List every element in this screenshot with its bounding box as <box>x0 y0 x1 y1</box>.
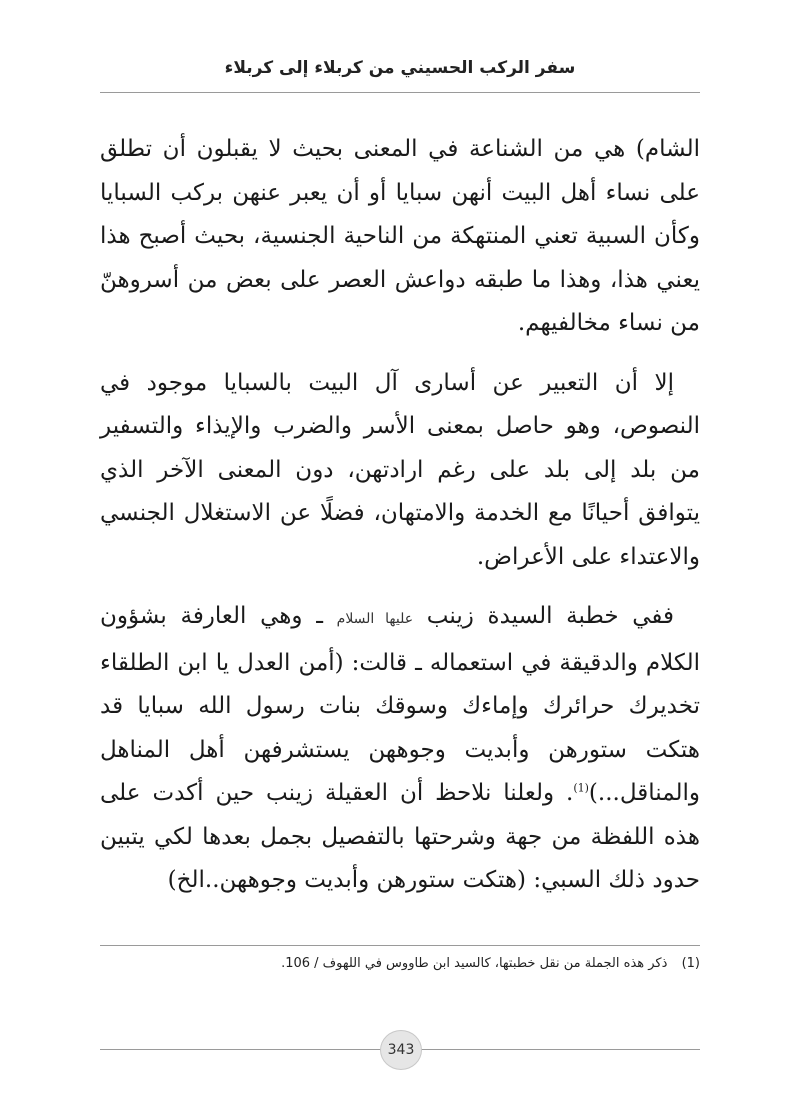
paragraph-3 <box>100 595 700 903</box>
header-divider <box>100 92 700 93</box>
main-text <box>100 128 700 919</box>
paragraph-3-part-3: . ولعلنا نلاحظ أن العقيلة زينب حين أكدت على هذه اللفظة من جهة وشرحتها بالتفصيل بجمل بعدها لكي يتبين حدود ذلك السبي: (هتكت ستورهن وأبديت وجوههن..الخ) <box>100 780 700 893</box>
honorific-symbol: عليها السلام <box>336 611 414 627</box>
paragraph-1: الشام) هي من الشناعة في المعنى بحيث لا يقبلون أن تطلق على نساء أهل البيت أنهن سبايا أو أن يعبر عنهن بركب السبايا وكأن السبية تعني المنتهكة من الناحية الجنسية، بحيث أصبح هذا يعني هذا، وهذا ما طبقه دواعش العصر على بعض من أسروهنّ من نساء مخالفيهم. <box>100 136 700 336</box>
footnote-reference[interactable]: (1) <box>573 781 589 795</box>
footnote-number: (1) <box>681 956 700 971</box>
footnote-divider <box>100 945 700 946</box>
page-number: 343 <box>380 1030 422 1070</box>
footnote-text: ذكر هذه الجملة من نقل خطبتها، كالسيد ابن طاووس في اللهوف / 106. <box>281 956 668 971</box>
footnote <box>100 956 700 971</box>
paragraph-3-part-1: ففي خطبة السيدة زينب <box>426 603 675 629</box>
running-header: سفر الركب الحسيني من كربلاء إلى كربلاء <box>224 58 576 78</box>
paragraph-2: إلا أن التعبير عن أسارى آل البيت بالسبايا موجود في النصوص، وهو حاصل بمعنى الأسر والضرب والإيذاء والتسفير من بلد إلى بلد على رغم ارادتهن، دون المعنى الآخر الذي يتوافق أحيانًا مع الخدمة والامتهان، فضلًا عن الاستغلال الجنسي والاعتداء على الأعراض. <box>100 369 700 570</box>
paragraph-3-part-2: ـ وهي العارفة بشؤون الكلام والدقيقة في استعماله ـ قالت: (أمن العدل يا ابن الطلقاء تخديرك حرائرك وإماءك وسوقك بنات رسول الله سبايا قد هتكت ستورهن وأبديت وجوههن يستشرفهن أهل المناهل والمناقل...) <box>100 603 700 806</box>
